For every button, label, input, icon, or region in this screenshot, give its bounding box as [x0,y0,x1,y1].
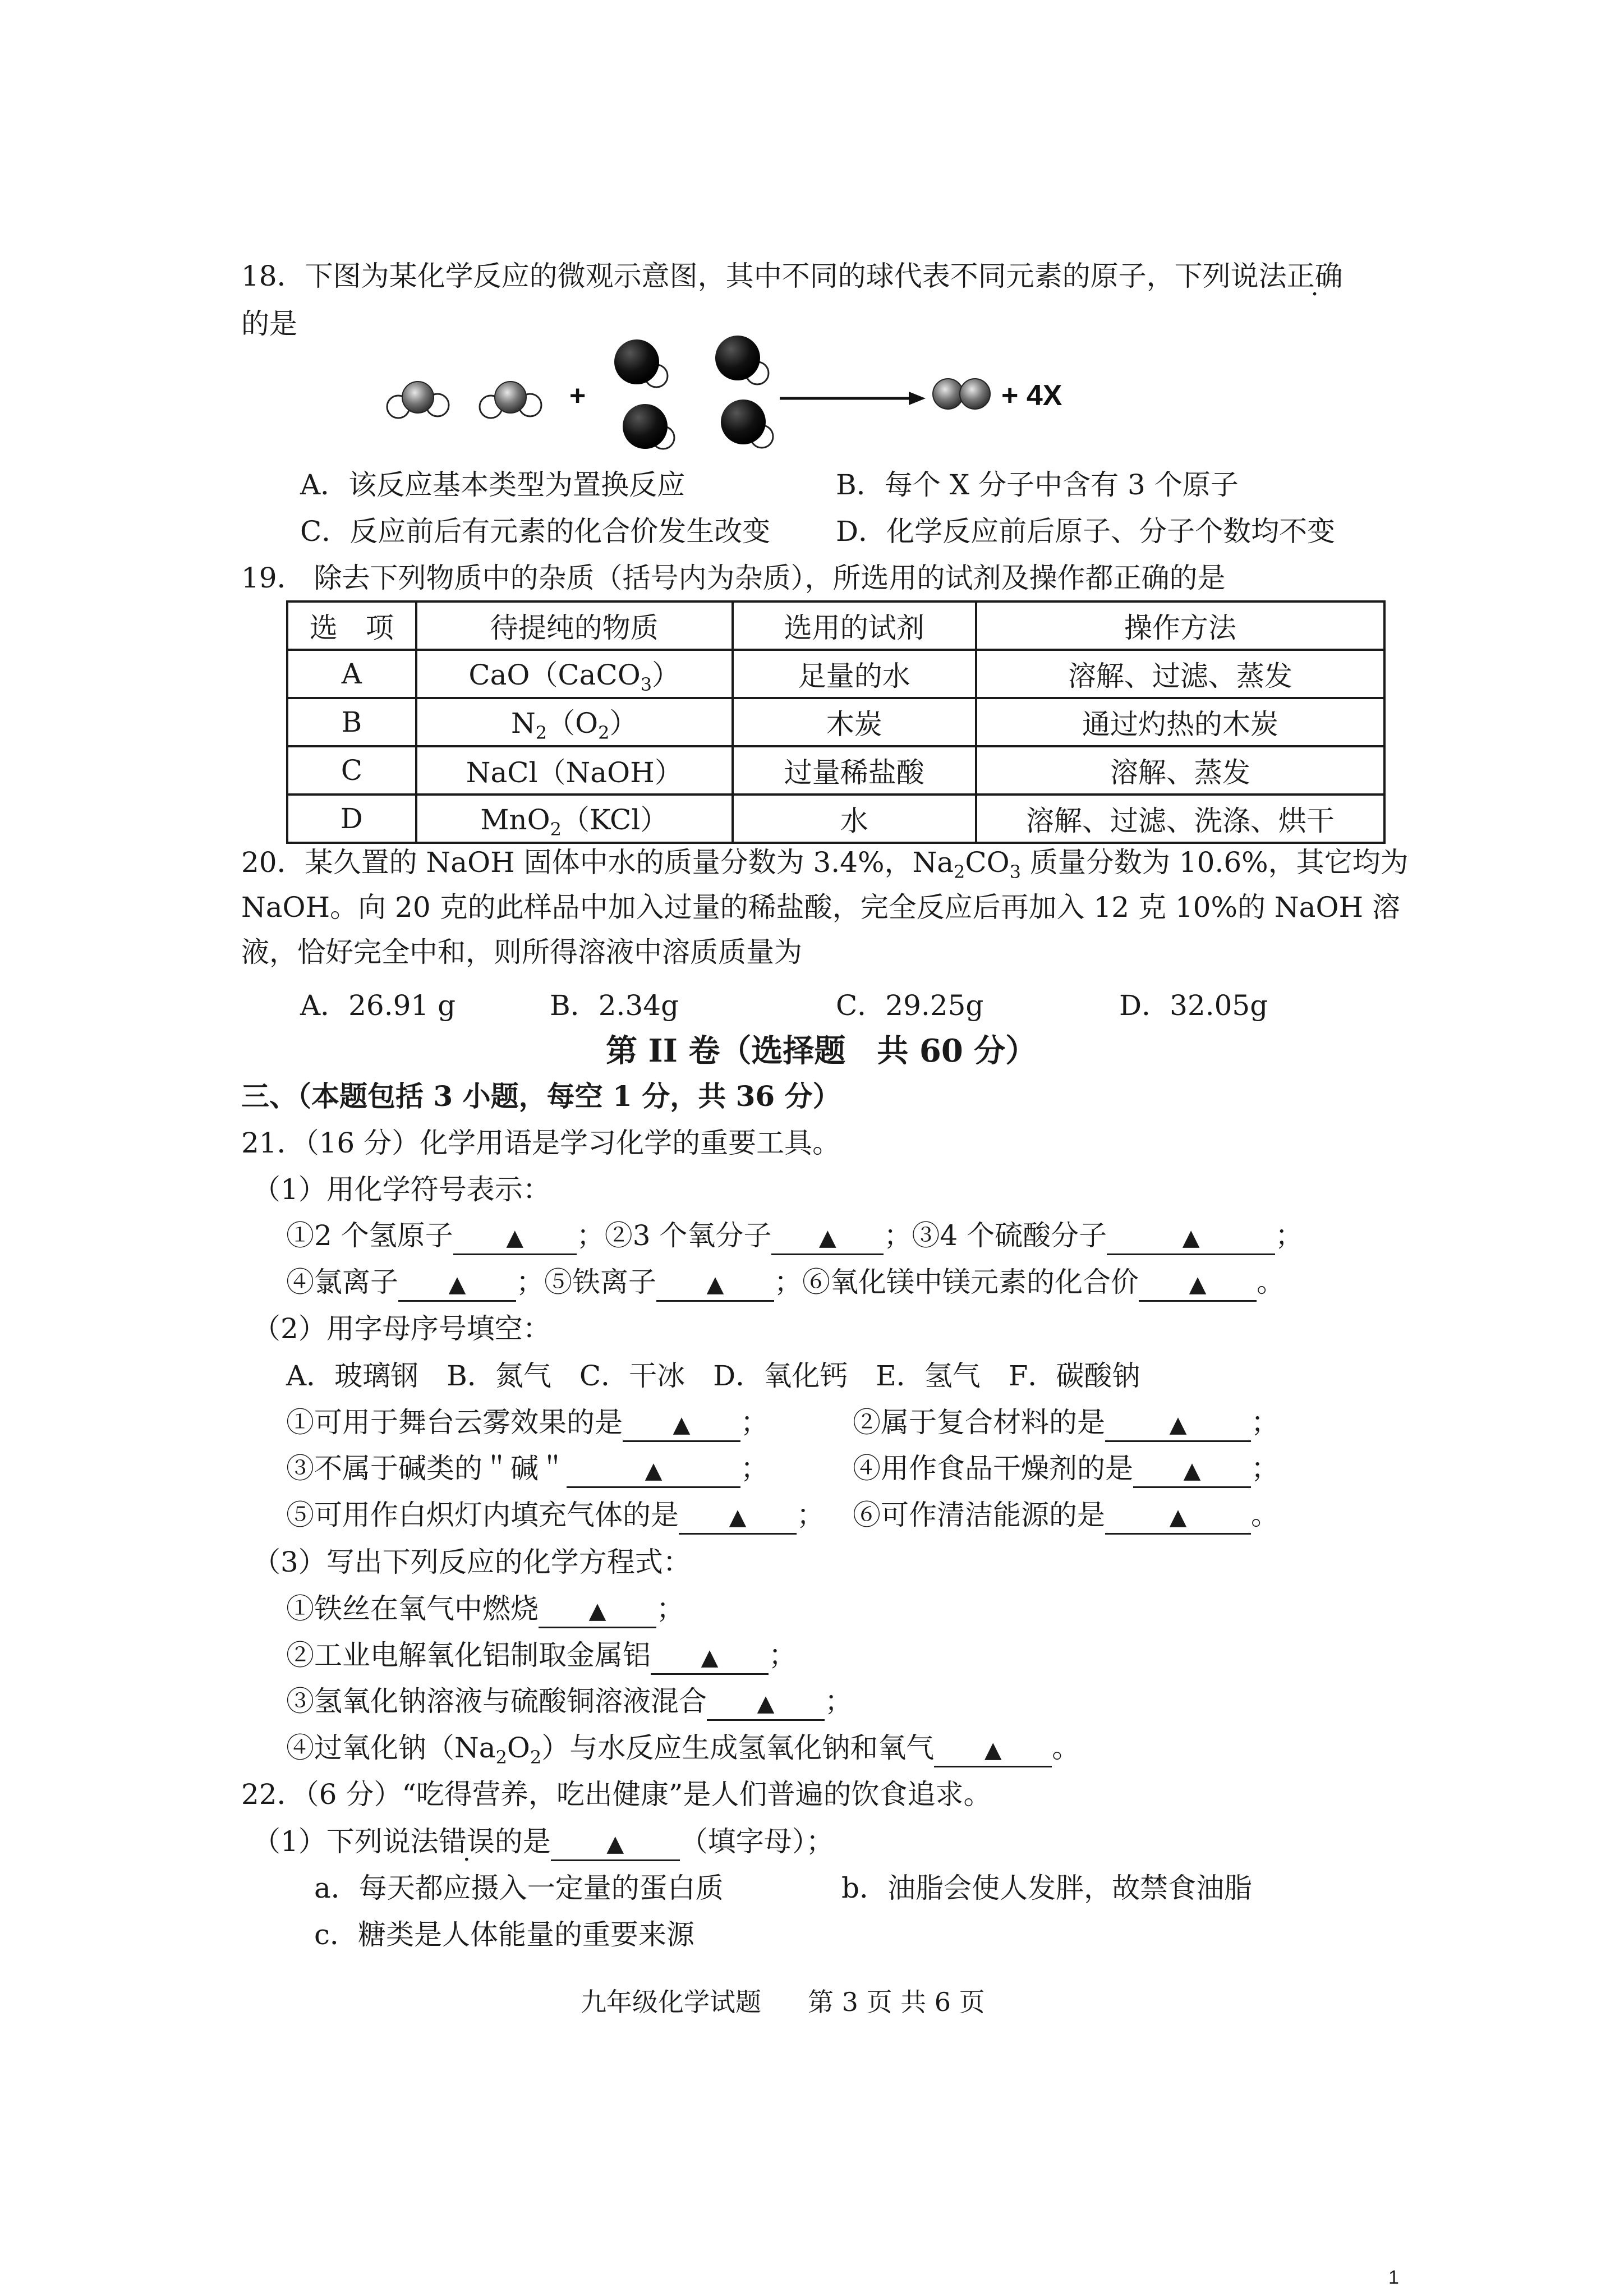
q21-part1-line2: ④氯离子 ▲ ；⑤铁离子 ▲ ；⑥氧化镁中镁元素的化合价 ▲ 。 [286,1264,1285,1302]
molecule-icon [623,404,674,449]
molecule-icon [933,379,990,409]
table-header: 选 项 [287,601,416,650]
table-cell: 溶解、蒸发 [976,746,1384,795]
q21-part2-choices: A．玻璃钢 B．氮气 C．干冰 D．氧化钙 E．氢气 F．碳酸钠 [286,1360,1140,1392]
q20-line3: 液，恰好完全中和，则所得溶液中溶质质量为 [241,936,802,968]
q21-part1: （1）用化学符号表示： [252,1173,551,1206]
q22-option-a: a．每天都应摄入一定量的蛋白质 [314,1872,724,1904]
q19-stem: 19． 除去下列物质中的杂质（括号内为杂质），所选用的试剂及操作都正确的是 [241,562,1226,594]
table-row [287,795,1384,843]
answer-blank[interactable]: ▲ [1139,1266,1257,1302]
table-row [287,746,1384,795]
q21-part3-item: ①铁丝在氧气中燃烧 ▲ ； [286,1591,684,1628]
table-cell: D [287,795,416,843]
table-header: 操作方法 [976,601,1384,650]
q20-option-b: B．2.34g [550,989,679,1022]
molecule-icon [715,336,769,384]
q18-option-a: A．该反应基本类型为置换反应 [300,469,686,501]
answer-blank[interactable]: ▲ [679,1499,797,1535]
q22-option-b: b．油脂会使人发胖，故禁食油脂 [841,1872,1253,1904]
table-header: 选用的试剂 [733,601,976,650]
emphasis-text: 正确 [1286,260,1343,292]
answer-blank[interactable]: ▲ [551,1826,680,1861]
answer-blank[interactable]: ▲ [707,1686,825,1721]
table-cell: CaO（CaCO$_3$） [416,650,733,698]
q21-part2-item: ⑤可用作白炽灯内填充气体的是 ▲ ； [286,1497,825,1535]
q21-part2: （2）用字母序号填空： [252,1312,551,1345]
footer-subject: 九年级化学试题 [581,1987,761,2017]
answer-blank[interactable]: ▲ [539,1593,656,1628]
emphasis-text: 错误 [438,1825,495,1858]
q21-part2-item: ①可用于舞台云雾效果的是 ▲ ； [286,1404,769,1442]
q21-part3: （3）写出下列反应的化学方程式： [252,1546,691,1578]
footer-page: 第 3 页 共 6 页 [808,1987,985,2017]
answer-blank[interactable]: ▲ [651,1640,769,1675]
answer-blank[interactable]: ▲ [398,1266,516,1302]
molecule-icon [387,382,449,418]
section-heading: 三、（本题包括 3 小题，每空 1 分，共 36 分） [241,1080,841,1113]
q21-part1-line1: ①2 个氢原子 ▲ ；②3 个氧分子 ▲ ；③4 个硫酸分子 ▲ ； [286,1218,1303,1255]
product-label: + 4X [1001,379,1062,412]
answer-blank[interactable]: ▲ [771,1220,884,1255]
table-cell: 足量的水 [733,650,976,698]
answer-blank[interactable]: ▲ [1105,1499,1251,1535]
arrow-icon [780,392,926,405]
table-cell: 溶解、过滤、洗涤、烘干 [976,795,1384,843]
table-row [287,698,1384,746]
q18-option-c: C．反应前后有元素的化合价发生改变 [300,515,771,548]
answer-blank[interactable]: ▲ [934,1732,1052,1767]
answer-blank[interactable]: ▲ [567,1453,740,1488]
q20-line2: NaOH。向 20 克的此样品中加入过量的稀盐酸，完全反应后再加入 12 克 10%的 NaOH 溶 [241,891,1400,924]
q21-part3-item: ③氢氧化钠溶液与硫酸铜溶液混合 ▲ ； [286,1683,853,1721]
q20-line1: 20．某久置的 NaOH 固体中水的质量分数为 3.4%，$Na_2CO_3$ 质量分数为 10.6%，其它均为 [241,846,1409,883]
q20-option-a: A．26.91 g [300,989,456,1022]
table-header: 待提纯的物质 [416,601,733,650]
table-cell: 溶解、过滤、蒸发 [976,650,1384,698]
q22-part1: （1）下列说法错误的是 ▲ （填字母）； [252,1824,834,1861]
q21-part3-item: ②工业电解氧化铝制取金属铝 ▲ ； [286,1637,797,1675]
page-number: 1 [1388,2267,1399,2288]
q18-option-b: B．每个 X 分子中含有 3 个原子 [836,469,1239,501]
table-cell: 通过灼热的木炭 [976,698,1384,746]
answer-blank[interactable]: ▲ [453,1220,577,1255]
q21-part2-item: ②属于复合材料的是 ▲ ； [853,1404,1279,1442]
table-cell: A [287,650,416,698]
table-cell: $N_2(O_2)$ [416,698,733,746]
q18-stem-line2: 的是 [241,307,297,340]
table-cell: B [287,698,416,746]
table-header-row [287,601,1384,650]
table-row [287,650,1384,698]
q18-stem-line1: 18．下图为某化学反应的微观示意图，其中不同的球代表不同元素的原子，下列说法正确 [241,260,1343,292]
q22-option-c: c．糖类是人体能量的重要来源 [314,1918,695,1951]
table-cell: 木炭 [733,698,976,746]
molecule-icon [480,382,541,418]
q21-part2-item: ④用作食品干燥剂的是 ▲ ； [853,1450,1279,1488]
answer-blank[interactable]: ▲ [656,1266,774,1302]
answer-blank[interactable]: ▲ [623,1407,740,1442]
part2-title: 第 II 卷（选择题 共 60 分） [606,1032,1037,1069]
q21-part2-item: ③不属于碱类的＂碱＂ ▲ ； [286,1450,769,1488]
molecule-icon [614,339,668,387]
table-cell: C [287,746,416,795]
answer-blank[interactable]: ▲ [1105,1407,1251,1442]
q21-part2-item: ⑥可作清洁能源的是 ▲ 。 [853,1497,1279,1535]
table-cell: 水 [733,795,976,843]
table-cell: 过量稀盐酸 [733,746,976,795]
answer-blank[interactable]: ▲ [1107,1220,1275,1255]
plus-sign: + [569,380,586,411]
q20-option-c: C．29.25g [836,989,984,1022]
answer-blank[interactable]: ▲ [1133,1453,1251,1488]
q20-option-d: D．32.05g [1119,989,1268,1022]
q19-table [286,600,1386,844]
table-cell: MnO$_2$（KCl） [416,795,733,843]
q21-stem: 21．（16 分）化学用语是学习化学的重要工具。 [241,1127,841,1159]
molecule-icon [721,399,773,448]
table-cell: NaCl（NaOH） [416,746,733,795]
q21-part3-item: ④过氧化钠$(Na_2O_2)$与水反应生成氢氧化钠和氧气 ▲ 。 [286,1732,1080,1768]
q22-stem: 22．（6 分）“吃得营养，吃出健康”是人们普遍的饮食追求。 [241,1778,992,1811]
reaction-diagram [370,331,1099,466]
q18-option-d: D．化学反应前后原子、分子个数均不变 [836,515,1336,548]
